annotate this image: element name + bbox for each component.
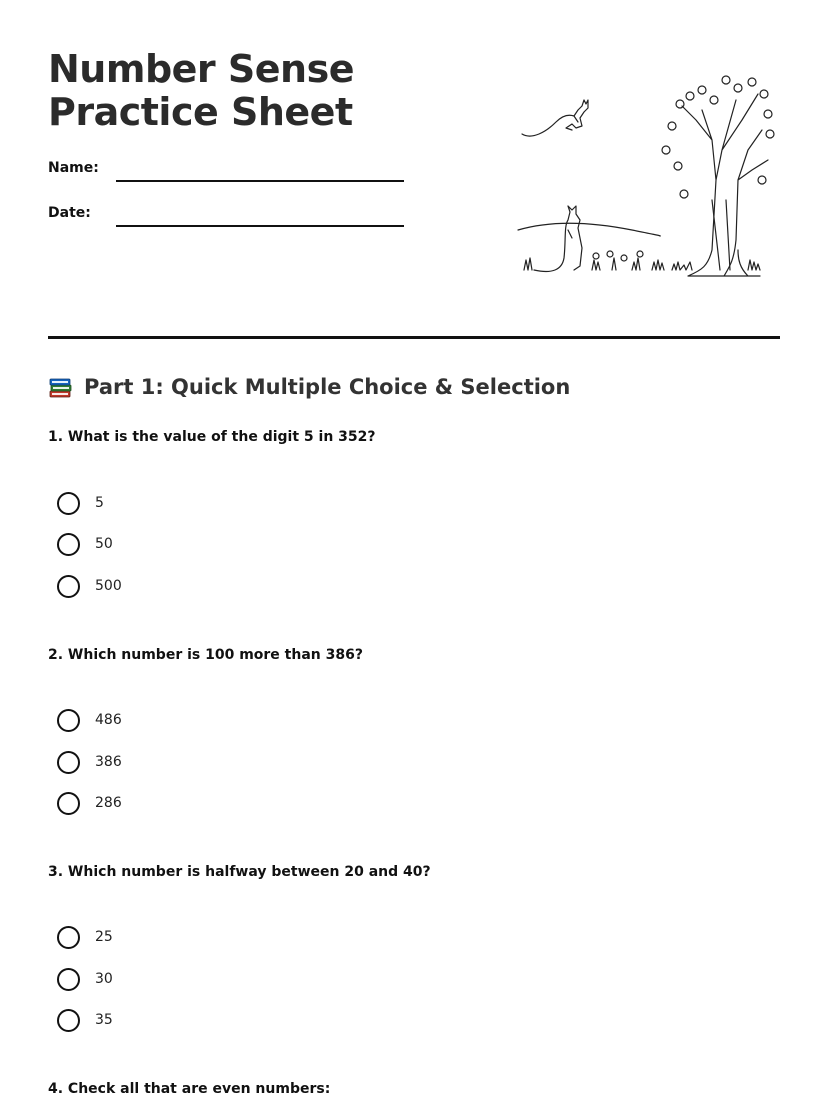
radio-button[interactable]: [57, 792, 80, 815]
kangaroo-hopping-icon: [522, 100, 588, 136]
name-label: Name:: [48, 160, 99, 176]
question-3: 3. Which number is halfway between 20 and 40?: [48, 864, 431, 880]
question-2: 2. Which number is 100 more than 386?: [48, 647, 363, 663]
q3-option-2[interactable]: [57, 966, 113, 992]
q1-option-1[interactable]: [57, 490, 104, 516]
name-field[interactable]: [116, 180, 404, 182]
date-label: Date:: [48, 205, 91, 221]
radio-button[interactable]: [57, 709, 80, 732]
radio-button[interactable]: [57, 1009, 80, 1032]
tree-icon: [682, 94, 768, 276]
option-label: 25: [95, 929, 113, 945]
section-divider: [48, 336, 780, 339]
option-label: 35: [95, 1012, 113, 1028]
option-label: 286: [95, 795, 122, 811]
radio-button[interactable]: [57, 968, 80, 991]
date-field[interactable]: [116, 225, 404, 227]
option-label: 50: [95, 536, 113, 552]
q2-option-2[interactable]: [57, 749, 122, 775]
option-label: 5: [95, 495, 104, 511]
radio-button[interactable]: [57, 533, 80, 556]
kangaroo-tree-illustration: [512, 70, 782, 290]
q2-option-3[interactable]: [57, 790, 122, 816]
q1-option-2[interactable]: [57, 531, 113, 557]
part1-heading-text: Part 1: Quick Multiple Choice & Selection: [84, 375, 571, 399]
option-label: 386: [95, 754, 122, 770]
kangaroo-sitting-icon: [534, 206, 582, 272]
q1-option-3[interactable]: [57, 573, 122, 599]
part1-heading: [48, 374, 570, 400]
option-label: 486: [95, 712, 122, 728]
question-1: 1. What is the value of the digit 5 in 352?: [48, 429, 376, 445]
q3-option-1[interactable]: [57, 924, 113, 950]
page-title: Number Sense Practice Sheet: [48, 47, 354, 134]
books-icon: [48, 374, 74, 400]
radio-button[interactable]: [57, 751, 80, 774]
q2-option-1[interactable]: [57, 707, 122, 733]
option-label: 500: [95, 578, 122, 594]
radio-button[interactable]: [57, 926, 80, 949]
radio-button[interactable]: [57, 575, 80, 598]
radio-button[interactable]: [57, 492, 80, 515]
q3-option-3[interactable]: [57, 1007, 113, 1033]
option-label: 30: [95, 971, 113, 987]
question-4: 4. Check all that are even numbers:: [48, 1081, 331, 1097]
